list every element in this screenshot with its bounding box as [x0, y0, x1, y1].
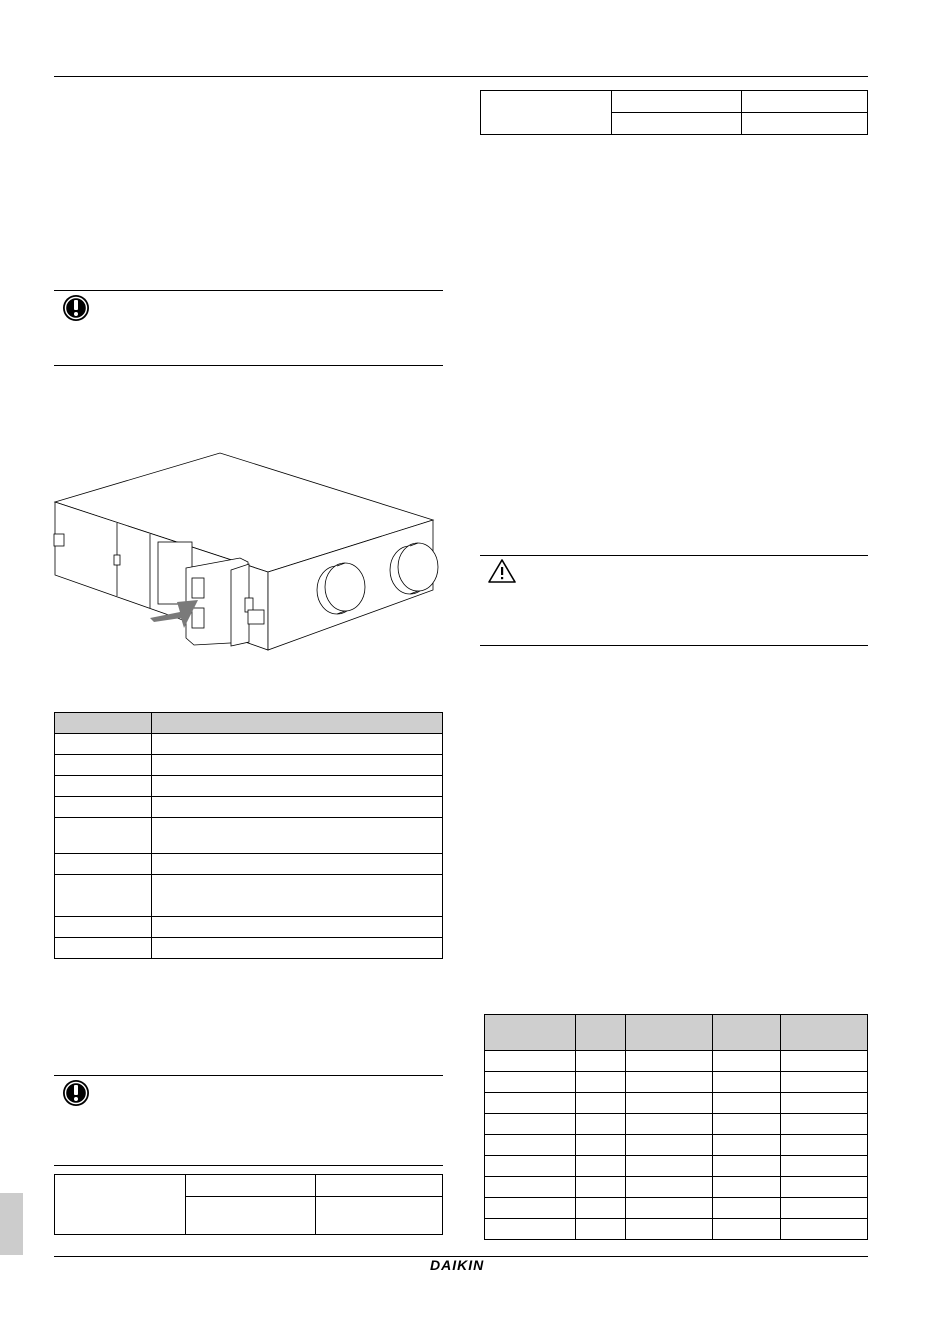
table-cell [481, 91, 612, 135]
table-header-cell [152, 713, 443, 734]
table-row [485, 1177, 868, 1198]
unit-illustration [50, 450, 445, 660]
top-right-table [480, 90, 868, 135]
table-cell [55, 1175, 186, 1235]
table-header-cell [55, 713, 152, 734]
table-header-cell [713, 1015, 781, 1051]
table-row [55, 797, 443, 818]
table-cell [186, 1175, 316, 1197]
table-cell [186, 1197, 316, 1235]
brand-logo: DAIKIN [430, 1257, 485, 1273]
right-grid-table [484, 1014, 868, 1240]
table-row [485, 1093, 868, 1114]
header-rule [54, 76, 868, 77]
table-cell [612, 91, 742, 113]
table-row [485, 1156, 868, 1177]
table-row [485, 1114, 868, 1135]
table-row [55, 818, 443, 854]
bottom-left-table [54, 1174, 443, 1235]
table-row [55, 917, 443, 938]
notice2-top-rule [54, 1075, 443, 1076]
notice-exclamation-icon [61, 1078, 91, 1108]
caution-triangle-icon [487, 558, 517, 584]
table-cell [316, 1197, 443, 1235]
side-chapter-tab [0, 1193, 23, 1255]
table-row [485, 1051, 868, 1072]
table-row [55, 776, 443, 797]
notice-exclamation-icon [61, 293, 91, 323]
table-row [55, 875, 443, 917]
caution-bottom-rule [480, 645, 868, 646]
table-row [485, 1198, 868, 1219]
left-list-table [54, 712, 443, 959]
caution-top-rule [480, 555, 868, 556]
notice-top-rule [54, 290, 443, 291]
table-row [55, 854, 443, 875]
table-row [55, 734, 443, 755]
table-header-cell [576, 1015, 626, 1051]
table-cell [612, 113, 742, 135]
notice-bottom-rule [54, 365, 443, 366]
table-row [55, 755, 443, 776]
table-header-cell [485, 1015, 576, 1051]
table-row [55, 938, 443, 959]
table-row [485, 1219, 868, 1240]
notice2-bottom-rule [54, 1165, 443, 1166]
table-cell [742, 91, 868, 113]
table-row [485, 1135, 868, 1156]
table-header-cell [781, 1015, 868, 1051]
table-cell [316, 1175, 443, 1197]
table-header-cell [626, 1015, 713, 1051]
table-row [485, 1072, 868, 1093]
table-cell [742, 113, 868, 135]
